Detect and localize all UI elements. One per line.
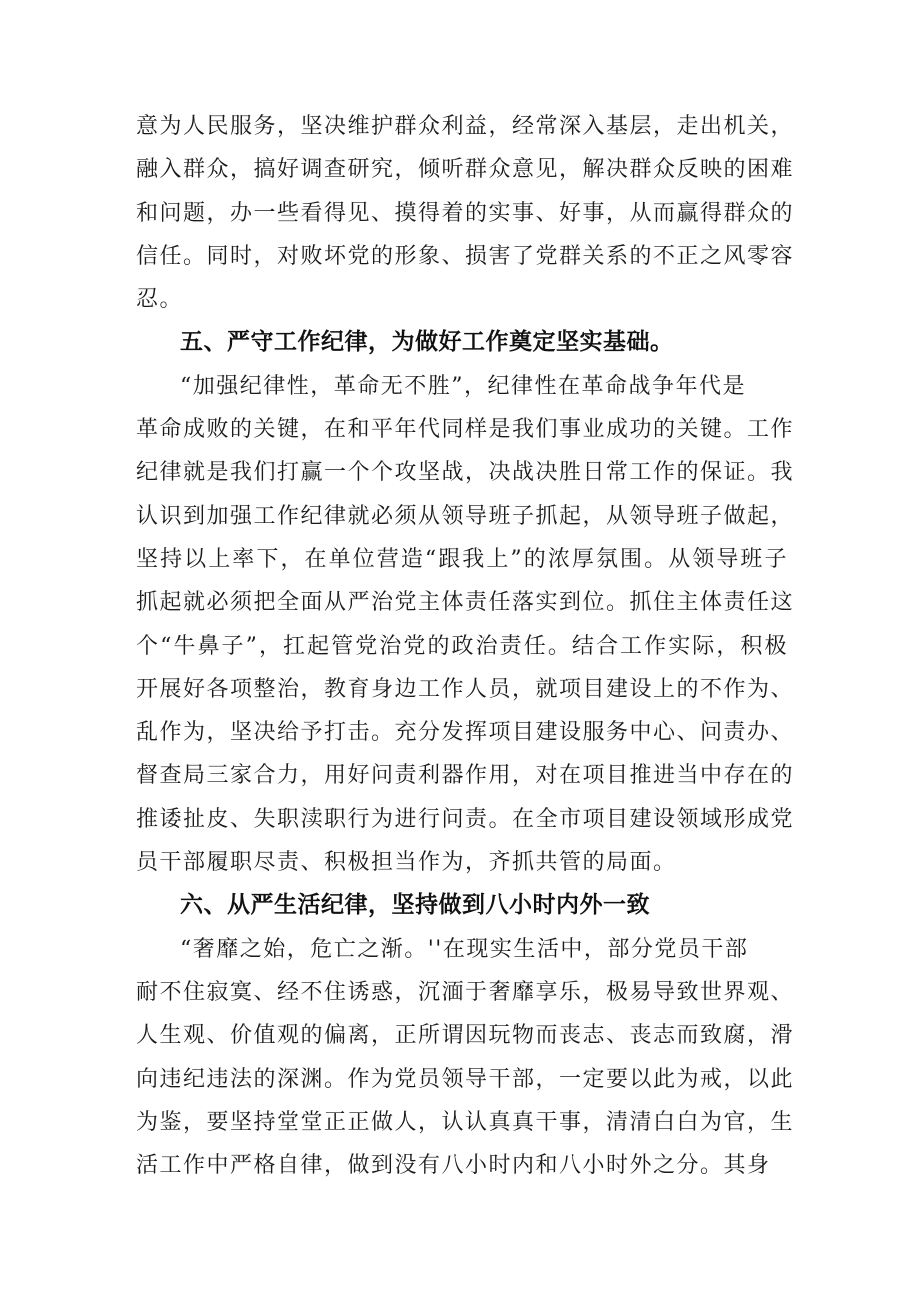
text-line: 个“牛鼻子”，扛起管党治党的政治责任。结合工作实际，积极 — [136, 633, 788, 659]
text-line: 活工作中严格自律，做到没有八小时内和八小时外之分。其身 — [136, 1153, 771, 1179]
text-line: “奢靡之始，危亡之渐。''在现实生活中，部分党员干部 — [180, 936, 749, 962]
text-line: 信任。同时，对败坏党的形象、损害了党群关系的不正之风零容 — [136, 243, 795, 269]
text-line: 人生观、价值观的偏离，正所谓因玩物而丧志、丧志而致腐，滑 — [136, 1023, 795, 1049]
paragraph-3 — [136, 928, 795, 1188]
section-heading-5: 五、严守工作纪律，为做好工作奠定坚实基础。 — [180, 329, 674, 356]
text-line: 融入群众，搞好调查研究，倾听群众意见，解决群众反映的困难 — [136, 157, 795, 183]
text-line: 和问题，办一些看得见、摸得着的实事、好事，从而赢得群众的 — [136, 200, 795, 226]
text-line: 员干部履职尽责、积极担当作为，齐抓共管的局面。 — [136, 850, 677, 876]
text-line: 抓起就必须把全面从严治党主体责任落实到位。抓住主体责任这 — [136, 590, 795, 616]
text-line: 坚持以上率下，在单位营造“跟我上”的浓厚氛围。从领导班子 — [136, 546, 788, 572]
text-line: 忍。 — [136, 287, 184, 313]
text-line: “加强纪律性，革命无不胜”，纪律性在革命战争年代是 — [180, 373, 746, 399]
text-line: 推诿扯皮、失职渎职行为进行问责。在全市项目建设领域形成党 — [136, 806, 795, 832]
text-line: 向违纪违法的深渊。作为党员领导干部，一定要以此为戒，以此 — [136, 1066, 795, 1092]
text-line: 意为人民服务，坚决维护群众利益，经常深入基层，走出机关， — [136, 114, 795, 139]
text-line: 纪律就是我们打赢一个个攻坚战，决战决胜日常工作的保证。我 — [136, 460, 795, 486]
text-line: 为鉴，要坚持堂堂正正做人，认认真真干事，清清白白为官，生 — [136, 1109, 795, 1135]
text-line: 开展好各项整治，教育身边工作人员，就项目建设上的不作为、 — [136, 676, 795, 702]
text-line: 耐不住寂寞、经不住诱惑，沉湎于奢靡享乐，极易导致世界观、 — [136, 979, 795, 1005]
text-line: 乱作为，坚决给予打击。充分发挥项目建设服务中心、问责办、 — [136, 720, 795, 746]
text-line: 革命成败的关键，在和平年代同样是我们事业成功的关键。工作 — [136, 417, 795, 443]
text-line: 督查局三家合力，用好问责利器作用，对在项目推进当中存在的 — [136, 763, 795, 789]
document-body — [136, 105, 795, 1187]
paragraph-2 — [136, 365, 795, 885]
text-line: 认识到加强工作纪律就必须从领导班子抓起，从领导班子做起， — [136, 503, 795, 529]
paragraph-1 — [136, 105, 795, 321]
section-heading-6: 六、从严生活纪律，坚持做到八小时内外一致 — [180, 892, 650, 919]
